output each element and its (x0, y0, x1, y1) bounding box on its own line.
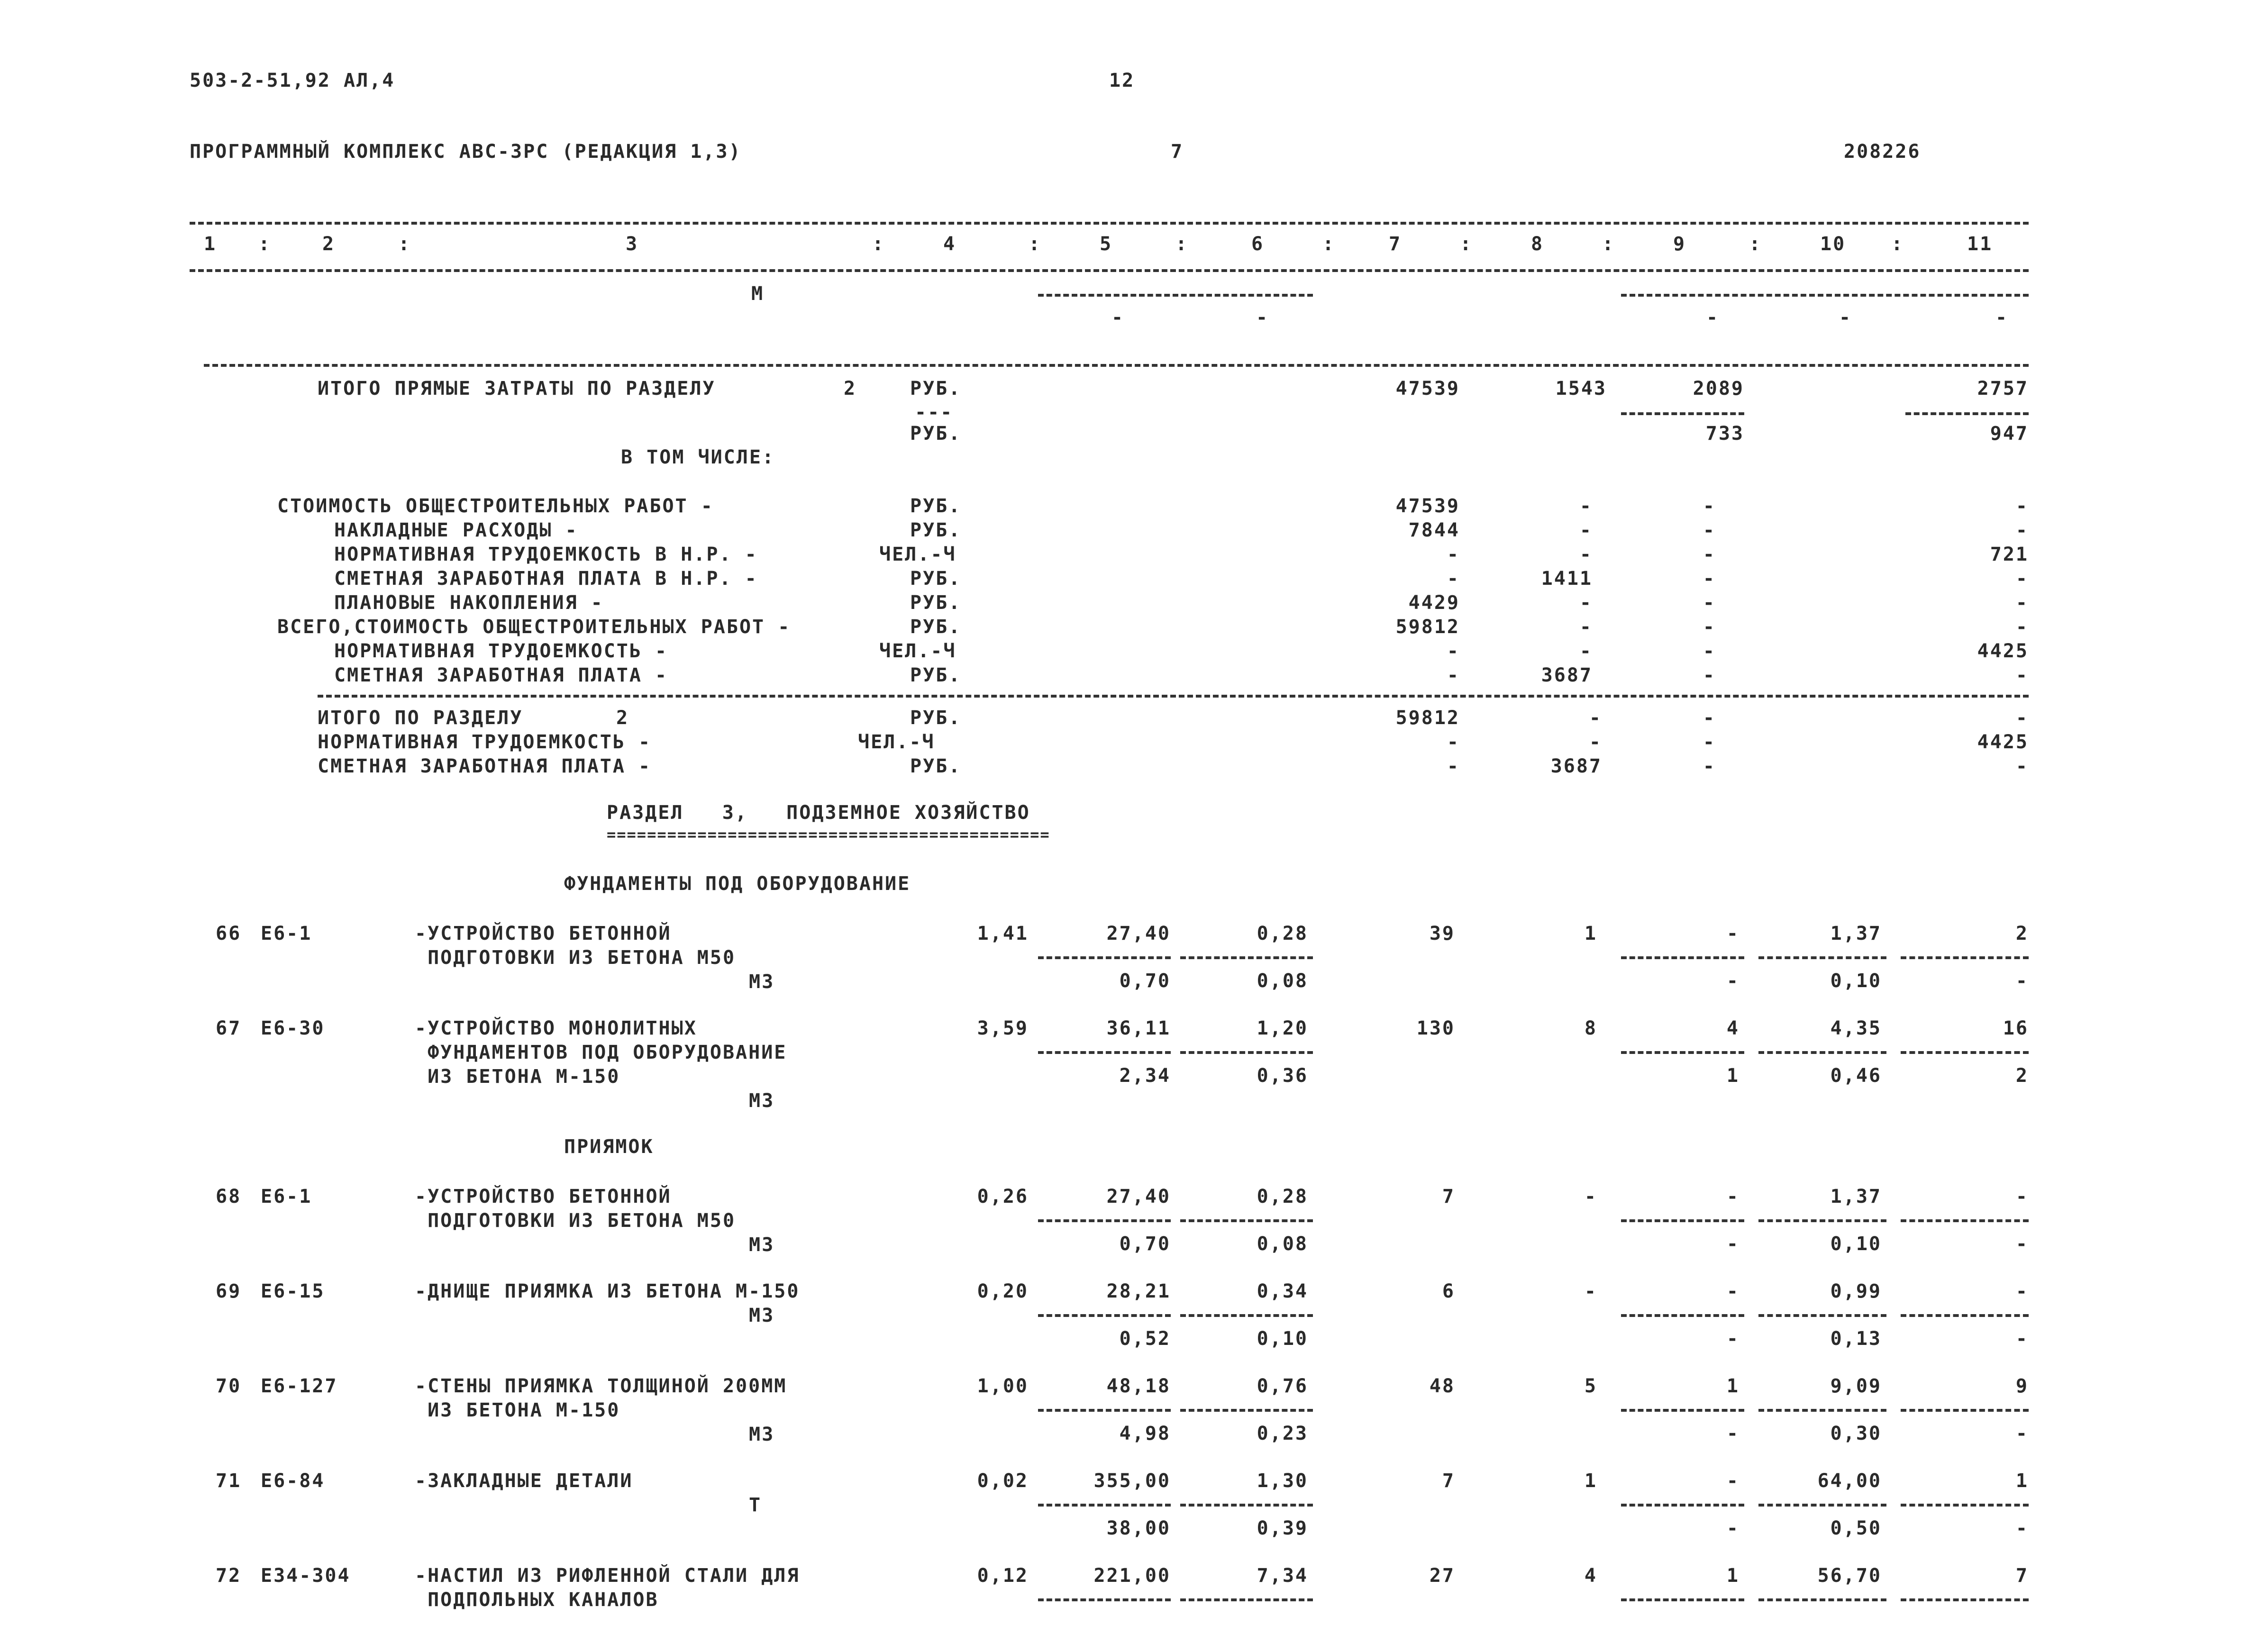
item-rule-6 (1180, 1314, 1313, 1317)
column-header-3: 3 (626, 233, 639, 255)
section-total-col8: 3687 (1550, 755, 1602, 777)
section-total-unit: РУБ. (910, 755, 962, 777)
item-rule-10 (1758, 1598, 1886, 1601)
item-col10-b: 0,50 (1830, 1517, 1882, 1539)
item-unit-cost: 28,21 (1106, 1280, 1171, 1302)
item-col11: 7 (2015, 1565, 2029, 1587)
page-number: 12 (1109, 70, 1135, 91)
item-col9: 1 (1726, 1375, 1740, 1397)
direct-costs-rule-9 (1621, 412, 1744, 415)
item-rule-11 (1901, 1504, 2029, 1507)
item-rule-5 (1038, 1051, 1171, 1054)
breakdown-col7: 59812 (1395, 616, 1460, 638)
breakdown-col9: - (1703, 495, 1716, 517)
breakdown-col8: 1411 (1541, 568, 1593, 590)
item-rule-6 (1180, 1504, 1313, 1507)
item-unit: М3 (749, 1234, 775, 1256)
item-number: 66 (216, 923, 242, 944)
sheet-number: 7 (1171, 141, 1184, 163)
item-unit: М3 (749, 1305, 775, 1326)
document-code: 503-2-51,92 АЛ,4 (190, 70, 395, 91)
breakdown-col8: - (1579, 544, 1593, 565)
column-header-2: 2 (322, 233, 336, 255)
item-total-wage: - (1584, 1186, 1597, 1207)
section-3-title: РАЗДЕЛ 3, ПОДЗЕМНОЕ ХОЗЯЙСТВО (607, 802, 1030, 824)
item-description: ПОДПОЛЬНЫХ КАНАЛОВ (415, 1589, 659, 1611)
item-col11: 1 (2015, 1470, 2029, 1492)
item-col9: - (1726, 1470, 1740, 1492)
item-quantity: 1,00 (977, 1375, 1029, 1397)
section-total-col7: 59812 (1395, 707, 1460, 729)
breakdown-col7: - (1447, 568, 1460, 590)
section-total-label: ИТОГО ПО РАЗДЕЛУ (318, 707, 523, 729)
direct-costs-col9-b: 733 (1705, 423, 1744, 445)
item-unit: М3 (749, 1424, 775, 1445)
breakdown-col8: - (1579, 640, 1593, 662)
item-unit-wage-b: 0,39 (1257, 1517, 1308, 1539)
item-number: 70 (216, 1375, 242, 1397)
breakdown-col7: 7844 (1408, 519, 1460, 541)
breakdown-col11: 4425 (1977, 640, 2029, 662)
breakdown-col9: - (1703, 616, 1716, 638)
subheader-dash-10: - (1839, 307, 1852, 328)
column-separator: : (1175, 233, 1189, 255)
breakdown-label: СМЕТНАЯ ЗАРАБОТНАЯ ПЛАТА В Н.Р. - (334, 568, 758, 590)
item-code: Е6-30 (261, 1017, 325, 1039)
item-total-cost: 7 (1442, 1470, 1455, 1492)
item-rule-11 (1901, 1219, 2029, 1222)
item-description: -УСТРОЙСТВО БЕТОННОЙ (415, 923, 672, 944)
breakdown-unit: РУБ. (910, 568, 962, 590)
item-unit-cost: 355,00 (1093, 1470, 1171, 1492)
item-rule-5 (1038, 956, 1171, 959)
item-col10: 4,35 (1830, 1017, 1882, 1039)
item-unit-wage-b: 0,23 (1257, 1423, 1308, 1444)
item-col9-b: - (1726, 1328, 1740, 1350)
breakdown-col9: - (1703, 519, 1716, 541)
item-unit-wage: 0,34 (1257, 1280, 1308, 1302)
item-unit-cost: 48,18 (1106, 1375, 1171, 1397)
item-col10-b: 0,30 (1830, 1423, 1882, 1444)
item-col10-b: 0,10 (1830, 970, 1882, 992)
column-header-1: 1 (204, 233, 217, 255)
item-quantity: 0,26 (977, 1186, 1029, 1207)
item-unit-wage-b: 0,36 (1257, 1065, 1308, 1087)
section-total-label: НОРМАТИВНАЯ ТРУДОЕМКОСТЬ - (318, 731, 652, 753)
item-total-wage: 8 (1584, 1017, 1597, 1039)
item-col10: 9,09 (1830, 1375, 1882, 1397)
item-rule-10 (1758, 956, 1886, 959)
breakdown-unit: РУБ. (910, 616, 962, 638)
item-col11: 2 (2015, 923, 2029, 944)
direct-costs-col9: 2089 (1693, 378, 1744, 399)
item-col9: 4 (1726, 1017, 1740, 1039)
breakdown-col11: - (2015, 568, 2029, 590)
item-unit-cost: 221,00 (1093, 1565, 1171, 1587)
item-unit-wage: 1,20 (1257, 1017, 1308, 1039)
column-header-8: 8 (1531, 233, 1544, 255)
item-unit-cost-b: 2,34 (1119, 1065, 1171, 1087)
column-header-5: 5 (1100, 233, 1113, 255)
breakdown-col8: - (1579, 519, 1593, 541)
item-col9-b: - (1726, 970, 1740, 992)
group-heading-pit: ПРИЯМОК (564, 1136, 654, 1158)
direct-costs-unit-dashes: --- (915, 401, 954, 423)
column-separator: : (1891, 233, 1904, 255)
item-unit-cost: 36,11 (1106, 1017, 1171, 1039)
item-rule-9 (1621, 1314, 1744, 1317)
item-total-cost: 6 (1442, 1280, 1455, 1302)
breakdown-col9: - (1703, 568, 1716, 590)
breakdown-col9: - (1703, 544, 1716, 565)
subheader-dash-9: - (1706, 307, 1720, 328)
direct-costs-total-label: ИТОГО ПРЯМЫЕ ЗАТРАТЫ ПО РАЗДЕЛУ (318, 378, 716, 399)
section-total-col11: 4425 (1977, 731, 2029, 753)
breakdown-col8: 3687 (1541, 664, 1593, 686)
table-top-rule (190, 222, 2029, 225)
item-unit-wage-b: 0,10 (1257, 1328, 1308, 1350)
item-unit-cost: 27,40 (1106, 1186, 1171, 1207)
item-description: ИЗ БЕТОНА М-150 (415, 1399, 620, 1421)
section-total-col8: - (1589, 707, 1602, 729)
item-rule-11 (1901, 1409, 2029, 1412)
item-rule-6 (1180, 1409, 1313, 1412)
column-separator: : (1602, 233, 1615, 255)
item-unit: М3 (749, 971, 775, 993)
item-unit-cost-b: 0,70 (1119, 1233, 1171, 1255)
item-code: Е6-84 (261, 1470, 325, 1492)
item-rule-9 (1621, 1409, 1744, 1412)
item-quantity: 0,12 (977, 1565, 1029, 1587)
item-col11-b: - (2015, 970, 2029, 992)
item-col11-b: - (2015, 1233, 2029, 1255)
column-separator: : (872, 233, 885, 255)
item-col11-b: - (2015, 1328, 2029, 1350)
breakdown-label: СМЕТНАЯ ЗАРАБОТНАЯ ПЛАТА - (334, 664, 668, 686)
breakdown-label: ВСЕГО,СТОИМОСТЬ ОБЩЕСТРОИТЕЛЬНЫХ РАБОТ - (277, 616, 791, 638)
direct-costs-col8: 1543 (1555, 378, 1607, 399)
document-number: 208226 (1844, 141, 1921, 163)
column-header-10: 10 (1820, 233, 1846, 255)
breakdown-unit: РУБ. (910, 664, 962, 686)
item-total-wage: 4 (1584, 1565, 1597, 1587)
item-description: ПОДГОТОВКИ ИЗ БЕТОНА М50 (415, 1210, 736, 1232)
item-description: ФУНДАМЕНТОВ ПОД ОБОРУДОВАНИЕ (415, 1042, 787, 1063)
item-description: -ДНИЩЕ ПРИЯМКА ИЗ БЕТОНА М-150 (415, 1280, 800, 1302)
item-total-cost: 48 (1429, 1375, 1455, 1397)
breakdown-col9: - (1703, 592, 1716, 614)
breakdown-col11: - (2015, 616, 2029, 638)
item-col11: 9 (2015, 1375, 2029, 1397)
breakdown-col9: - (1703, 640, 1716, 662)
column-header-9: 9 (1673, 233, 1686, 255)
breakdown-col7: 47539 (1395, 495, 1460, 517)
section-total-unit: ЧЕЛ.-Ч (858, 731, 935, 753)
item-total-cost: 7 (1442, 1186, 1455, 1207)
item-number: 72 (216, 1565, 242, 1587)
item-description: -УСТРОЙСТВО БЕТОННОЙ (415, 1186, 672, 1207)
item-unit-wage: 0,28 (1257, 1186, 1308, 1207)
item-rule-10 (1758, 1051, 1886, 1054)
section-total-col9: - (1703, 707, 1716, 729)
item-col11-b: 2 (2015, 1065, 2029, 1087)
breakdown-unit: ЧЕЛ.-Ч (879, 544, 956, 565)
column-separator: : (258, 233, 272, 255)
item-unit-cost-b: 0,70 (1119, 970, 1171, 992)
column-header-11: 11 (1967, 233, 1993, 255)
item-col11: - (2015, 1186, 2029, 1207)
item-col9-b: - (1726, 1423, 1740, 1444)
column-separator: : (1322, 233, 1336, 255)
item-number: 69 (216, 1280, 242, 1302)
item-rule-6 (1180, 956, 1313, 959)
item-total-cost: 39 (1429, 923, 1455, 944)
column-header-4: 4 (943, 233, 956, 255)
subheader-dash-6: - (1256, 307, 1269, 328)
section-total-unit: РУБ. (910, 707, 962, 729)
breakdown-col7: - (1447, 544, 1460, 565)
item-rule-5 (1038, 1504, 1171, 1507)
item-unit-cost-b: 0,52 (1119, 1328, 1171, 1350)
item-rule-10 (1758, 1504, 1886, 1507)
item-total-cost: 130 (1416, 1017, 1455, 1039)
item-unit-wage-b: 0,08 (1257, 1233, 1308, 1255)
item-col9: - (1726, 1186, 1740, 1207)
item-rule-9 (1621, 1504, 1744, 1507)
breakdown-col11: 721 (1990, 544, 2029, 565)
breakdown-col8: - (1579, 495, 1593, 517)
subheader-unit-m: М (751, 283, 765, 305)
totals-top-rule (204, 364, 2029, 367)
item-code: Е6-15 (261, 1280, 325, 1302)
direct-costs-unit: РУБ. (910, 378, 962, 399)
item-description: -СТЕНЫ ПРИЯМКА ТОЛЩИНОЙ 200ММ (415, 1375, 787, 1397)
item-description: -УСТРОЙСТВО МОНОЛИТНЫХ (415, 1017, 697, 1039)
item-col10: 1,37 (1830, 1186, 1882, 1207)
item-code: Е6-127 (261, 1375, 338, 1397)
breakdown-unit: РУБ. (910, 519, 962, 541)
subheader-dash-5: - (1111, 307, 1125, 328)
breakdown-label: НАКЛАДНЫЕ РАСХОДЫ - (334, 519, 578, 541)
item-rule-6 (1180, 1598, 1313, 1601)
item-col11-b: - (2015, 1423, 2029, 1444)
breakdown-col7: - (1447, 664, 1460, 686)
item-rule-5 (1038, 1409, 1171, 1412)
column-separator: : (1749, 233, 1762, 255)
item-total-wage: 1 (1584, 923, 1597, 944)
item-col10-b: 0,46 (1830, 1065, 1882, 1087)
breakdown-col8: - (1579, 616, 1593, 638)
section-total-rule (318, 695, 2029, 698)
direct-costs-col11: 2757 (1977, 378, 2029, 399)
item-unit: М3 (749, 1090, 775, 1112)
item-col10-b: 0,10 (1830, 1233, 1882, 1255)
item-code: Е34-304 (261, 1565, 351, 1587)
item-rule-6 (1180, 1051, 1313, 1054)
direct-costs-section-number: 2 (844, 378, 857, 399)
item-description: ИЗ БЕТОНА М-150 (415, 1066, 620, 1088)
item-col9-b: 1 (1726, 1065, 1740, 1087)
item-description: ПОДГОТОВКИ ИЗ БЕТОНА М50 (415, 947, 736, 969)
item-rule-10 (1758, 1219, 1886, 1222)
breakdown-col9: - (1703, 664, 1716, 686)
breakdown-label: ПЛАНОВЫЕ НАКОПЛЕНИЯ - (334, 592, 604, 614)
item-col11-b: - (2015, 1517, 2029, 1539)
item-quantity: 0,02 (977, 1470, 1029, 1492)
item-rule-11 (1901, 1598, 2029, 1601)
item-rule-5 (1038, 1314, 1171, 1317)
item-rule-9 (1621, 1598, 1744, 1601)
column-header-7: 7 (1389, 233, 1402, 255)
breakdown-label: НОРМАТИВНАЯ ТРУДОЕМКОСТЬ В Н.Р. - (334, 544, 758, 565)
item-unit-wage: 1,30 (1257, 1470, 1308, 1492)
item-total-wage: 5 (1584, 1375, 1597, 1397)
item-col9: - (1726, 923, 1740, 944)
item-quantity: 3,59 (977, 1017, 1029, 1039)
item-rule-11 (1901, 1051, 2029, 1054)
program-title: ПРОГРАММНЫЙ КОМПЛЕКС АВС-3РС (РЕДАКЦИЯ 1,3) (190, 141, 742, 163)
item-unit: Т (749, 1494, 762, 1516)
item-col9: 1 (1726, 1565, 1740, 1587)
header-bottom-rule (190, 269, 2029, 272)
subheader-rule-9-11 (1621, 294, 2029, 297)
item-rule-9 (1621, 1219, 1744, 1222)
item-quantity: 0,20 (977, 1280, 1029, 1302)
column-header-6: 6 (1251, 233, 1265, 255)
item-total-wage: - (1584, 1280, 1597, 1302)
item-col10: 0,99 (1830, 1280, 1882, 1302)
item-rule-10 (1758, 1409, 1886, 1412)
breakdown-col11: - (2015, 664, 2029, 686)
column-separator: : (398, 233, 411, 255)
breakdown-unit: ЧЕЛ.-Ч (879, 640, 956, 662)
item-unit-cost-b: 4,98 (1119, 1423, 1171, 1444)
breakdown-col11: - (2015, 592, 2029, 614)
breakdown-unit: РУБ. (910, 495, 962, 517)
item-total-cost: 27 (1429, 1565, 1455, 1587)
subheader-rule-5-6 (1038, 294, 1313, 297)
column-separator: : (1460, 233, 1473, 255)
item-col10: 56,70 (1817, 1565, 1882, 1587)
section-total-col9: - (1703, 755, 1716, 777)
column-separator: : (1029, 233, 1042, 255)
item-rule-5 (1038, 1219, 1171, 1222)
item-col11: 16 (2003, 1017, 2029, 1039)
direct-costs-col11-b: 947 (1990, 423, 2029, 445)
item-col9-b: - (1726, 1233, 1740, 1255)
item-rule-10 (1758, 1314, 1886, 1317)
section-total-col11: - (2015, 707, 2029, 729)
direct-costs-col7: 47539 (1395, 378, 1460, 399)
breakdown-col11: - (2015, 495, 2029, 517)
item-unit-wage: 0,28 (1257, 923, 1308, 944)
section-total-col7: - (1447, 731, 1460, 753)
item-rule-11 (1901, 956, 2029, 959)
section-total-number: 2 (616, 707, 629, 729)
direct-costs-rule-11 (1905, 412, 2029, 415)
item-number: 71 (216, 1470, 242, 1492)
item-unit-cost: 27,40 (1106, 923, 1171, 944)
group-heading-foundations: ФУНДАМЕНТЫ ПОД ОБОРУДОВАНИЕ (564, 873, 911, 895)
item-code: Е6-1 (261, 1186, 312, 1207)
direct-costs-unit-2: РУБ. (910, 423, 962, 445)
section-total-col8: - (1589, 731, 1602, 753)
item-number: 67 (216, 1017, 242, 1039)
item-description: -ЗАКЛАДНЫЕ ДЕТАЛИ (415, 1470, 633, 1492)
breakdown-label: НОРМАТИВНАЯ ТРУДОЕМКОСТЬ - (334, 640, 668, 662)
item-rule-11 (1901, 1314, 2029, 1317)
subheader-dash-11: - (1995, 307, 2009, 328)
item-col9-b: - (1726, 1517, 1740, 1539)
breakdown-unit: РУБ. (910, 592, 962, 614)
item-rule-5 (1038, 1598, 1171, 1601)
breakdown-col11: - (2015, 519, 2029, 541)
including-heading: В ТОМ ЧИСЛЕ: (621, 446, 775, 468)
item-col11: - (2015, 1280, 2029, 1302)
breakdown-col8: - (1579, 592, 1593, 614)
section-total-col11: - (2015, 755, 2029, 777)
item-col10: 1,37 (1830, 923, 1882, 944)
section-total-col7: - (1447, 755, 1460, 777)
item-col9: - (1726, 1280, 1740, 1302)
item-unit-cost-b: 38,00 (1106, 1517, 1171, 1539)
item-unit-wage: 7,34 (1257, 1565, 1308, 1587)
section-total-col9: - (1703, 731, 1716, 753)
breakdown-col7: 4429 (1408, 592, 1460, 614)
section-3-underline: ============================================ (607, 826, 1050, 844)
item-code: Е6-1 (261, 923, 312, 944)
item-unit-wage: 0,76 (1257, 1375, 1308, 1397)
item-rule-9 (1621, 956, 1744, 959)
item-col10: 64,00 (1817, 1470, 1882, 1492)
item-description: -НАСТИЛ ИЗ РИФЛЕННОЙ СТАЛИ ДЛЯ (415, 1565, 800, 1587)
item-rule-6 (1180, 1219, 1313, 1222)
breakdown-col7: - (1447, 640, 1460, 662)
item-col10-b: 0,13 (1830, 1328, 1882, 1350)
item-quantity: 1,41 (977, 923, 1029, 944)
item-number: 68 (216, 1186, 242, 1207)
breakdown-label: СТОИМОСТЬ ОБЩЕСТРОИТЕЛЬНЫХ РАБОТ - (277, 495, 714, 517)
section-total-label: СМЕТНАЯ ЗАРАБОТНАЯ ПЛАТА - (318, 755, 652, 777)
item-total-wage: 1 (1584, 1470, 1597, 1492)
item-rule-9 (1621, 1051, 1744, 1054)
item-unit-wage-b: 0,08 (1257, 970, 1308, 992)
